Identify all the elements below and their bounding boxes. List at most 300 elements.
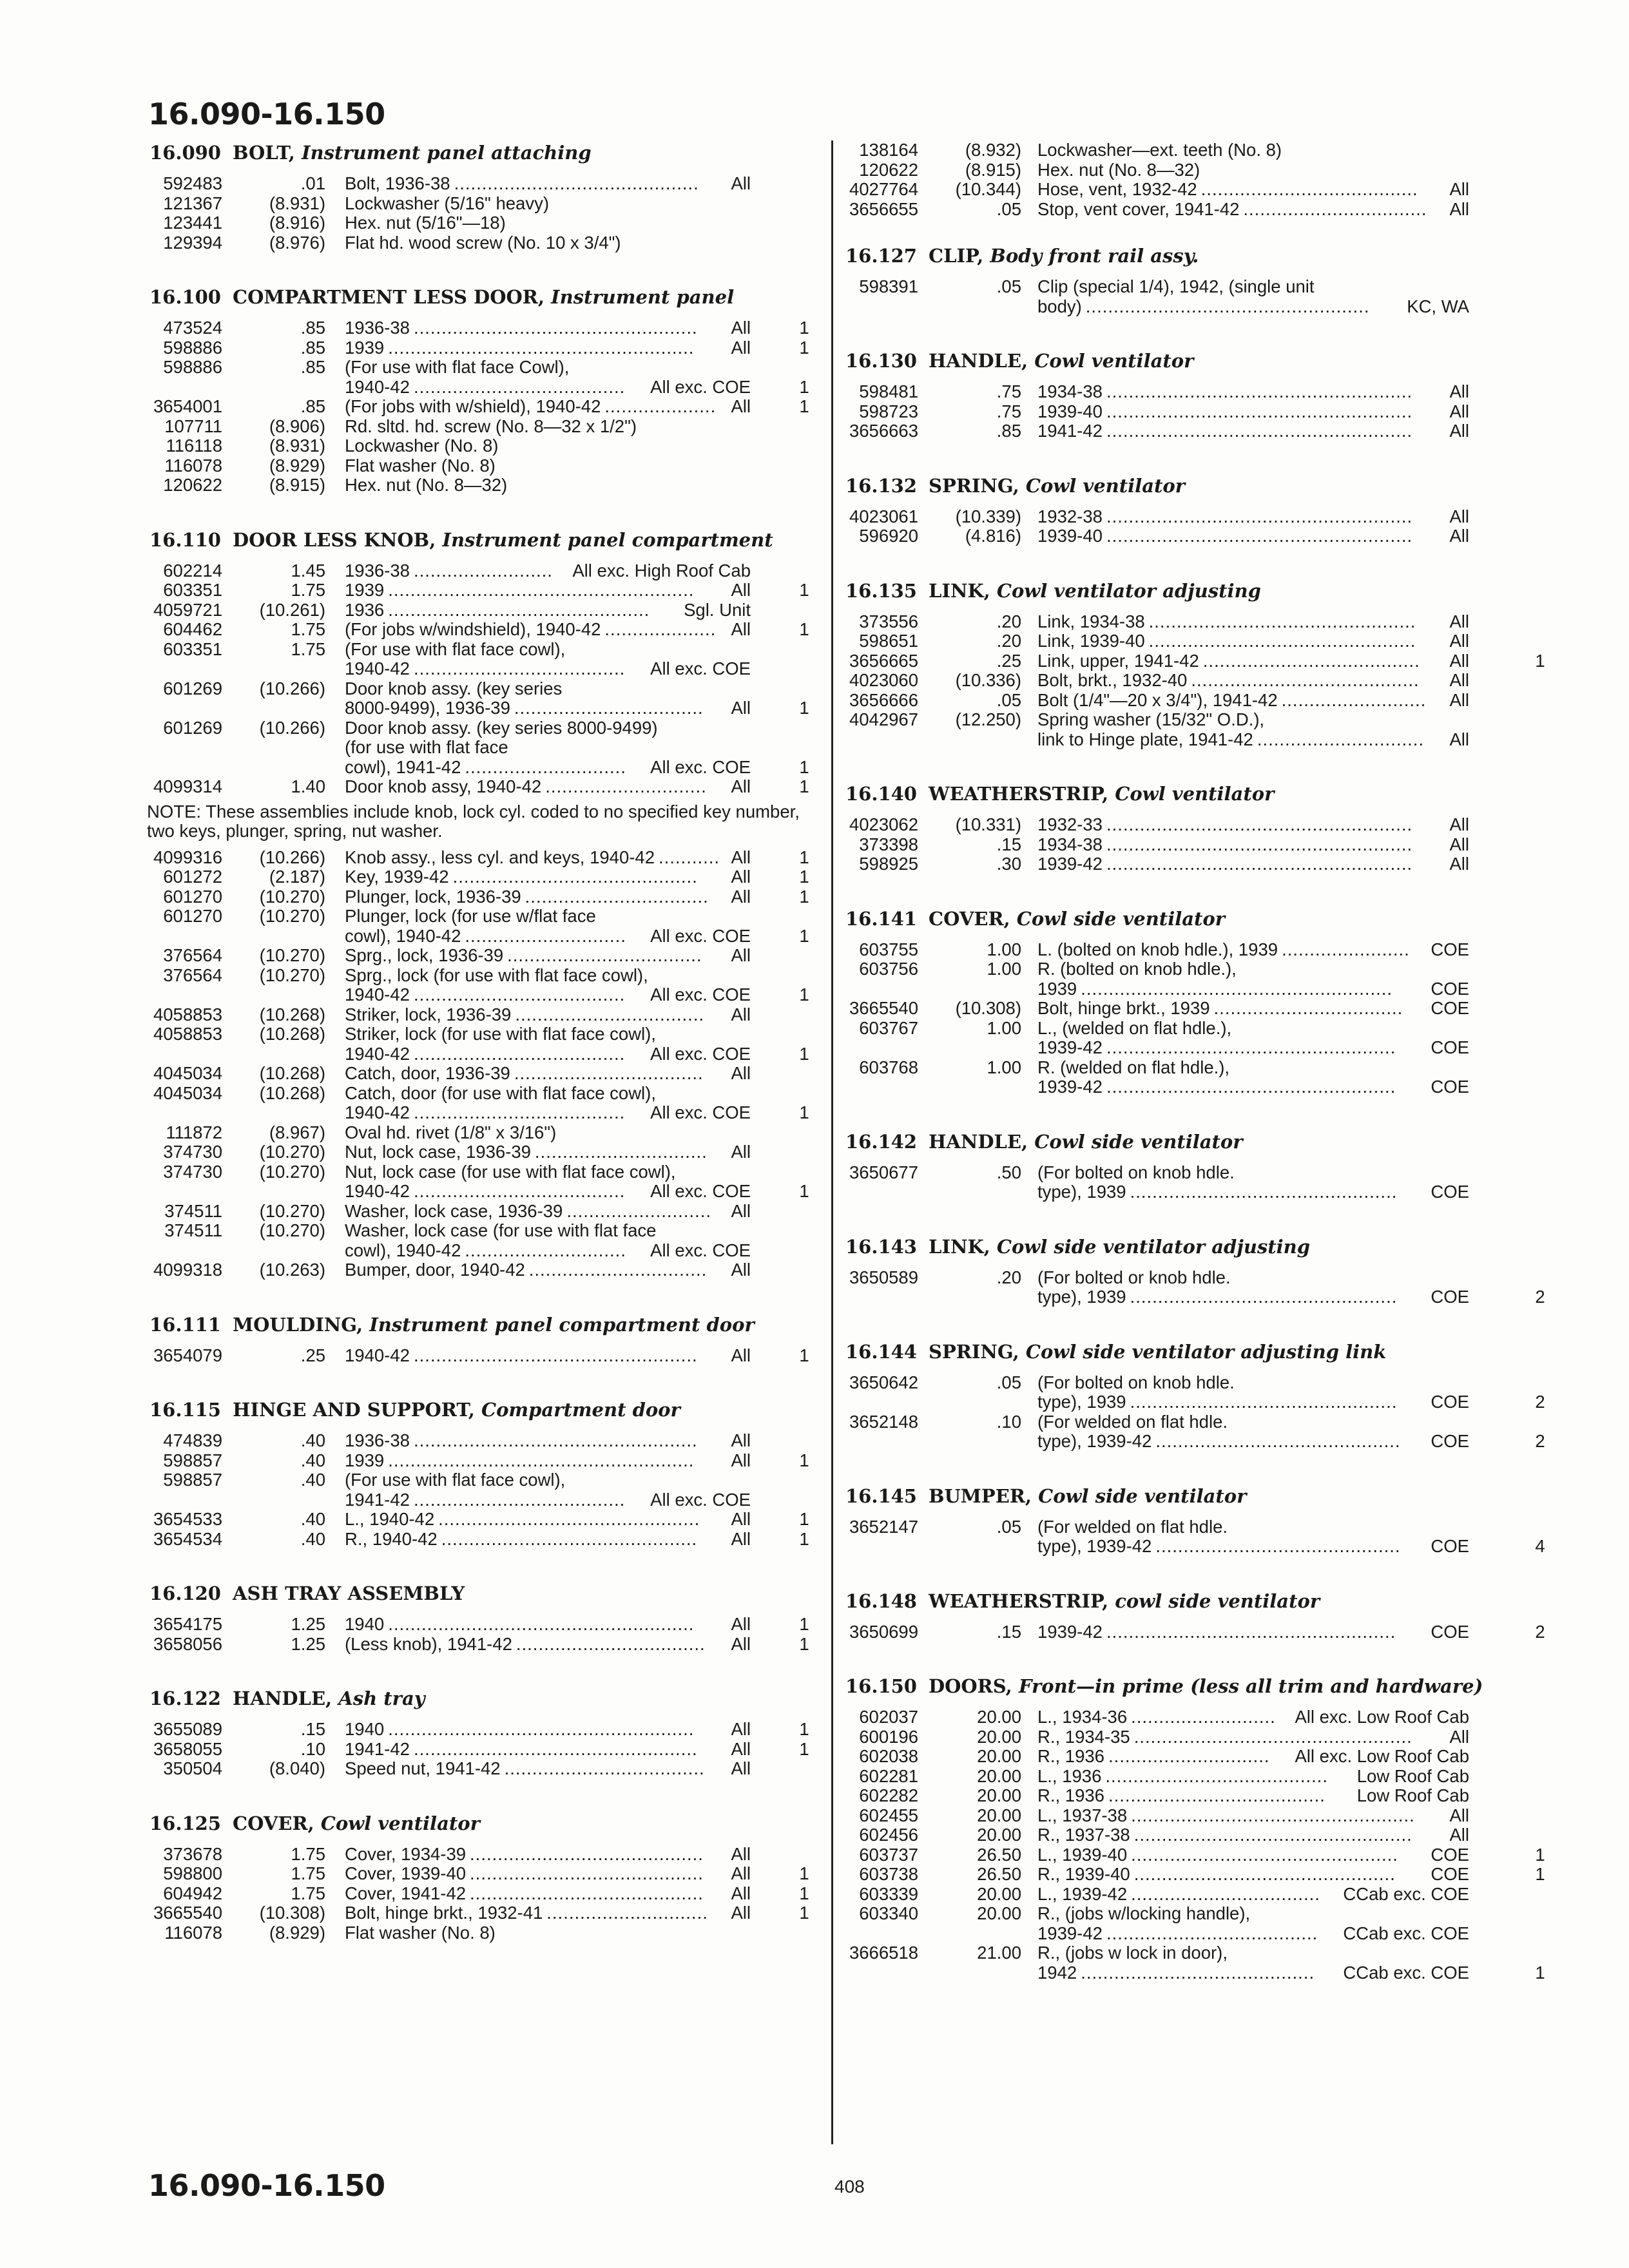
quantity: 2: [1535, 1287, 1545, 1307]
part-number: 3658055: [153, 1738, 222, 1759]
model-application: All exc. COE: [650, 925, 751, 946]
part-row: [148, 1720, 818, 1740]
section-heading: [845, 1590, 1548, 1612]
part-row: [148, 1142, 818, 1162]
model-application: All: [1449, 670, 1469, 690]
leader-dots: ................................................: [1148, 631, 1416, 651]
quantity: 1: [799, 1883, 809, 1903]
part-number: 3656665: [849, 650, 918, 671]
part-row: [148, 1615, 818, 1635]
part-number: 121367: [163, 193, 222, 213]
part-number: 4023061: [849, 506, 918, 526]
part-price: .85: [300, 357, 325, 377]
leader-dots: ............................................: [1155, 1537, 1401, 1556]
leader-dots: ......................................: [413, 1490, 626, 1510]
part-row: [844, 1622, 1547, 1642]
leader-dots: ..........................................: [470, 1844, 704, 1864]
model-application: All: [731, 776, 751, 796]
catalog-section: [148, 1582, 818, 1654]
part-description: L., 1940-42: [345, 1509, 435, 1529]
section-title: HANDLE,: [233, 1687, 333, 1709]
part-description: 1941-42: [1037, 421, 1103, 441]
part-description: L., 1937-38: [1037, 1805, 1128, 1825]
catalog-section: [844, 1485, 1547, 1557]
part-price: .20: [996, 611, 1021, 631]
part-description: (for use with flat face: [345, 737, 508, 757]
leader-dots: .......................................: [1202, 651, 1420, 671]
part-price: .15: [996, 1621, 1021, 1642]
part-description: Link, 1934-38: [1037, 611, 1145, 631]
page-footer: 16.090-16.150: [148, 2168, 385, 2203]
part-number: 373678: [163, 1843, 222, 1864]
part-row: [844, 1019, 1547, 1039]
leader-dots: ................................: [528, 1260, 708, 1280]
part-description: 1939: [1037, 978, 1077, 999]
model-application: COE: [1431, 1077, 1469, 1097]
part-row: [844, 1038, 1547, 1058]
leader-dots: ...................................................: [1085, 296, 1370, 316]
quantity: 1: [799, 1043, 809, 1064]
model-application: All exc. COE: [650, 1489, 751, 1510]
part-number: 3652148: [849, 1411, 918, 1432]
part-number: 376564: [163, 965, 222, 985]
model-application: All exc. High Roof Cab: [572, 560, 751, 581]
section-subtitle: Cowl side ventilator: [1038, 1485, 1247, 1507]
quantity: 1: [799, 619, 809, 639]
model-application: All: [731, 173, 751, 193]
part-price: .10: [996, 1411, 1021, 1432]
part-price: (10.268): [259, 1024, 325, 1044]
part-row: [148, 1470, 818, 1490]
section-number: 16.090: [149, 142, 221, 164]
model-application: All: [1449, 729, 1469, 749]
model-application: All exc. Low Roof Cab: [1295, 1707, 1469, 1727]
quantity: 1: [1535, 1844, 1545, 1865]
part-price: (8.976): [269, 232, 325, 253]
part-row: [148, 718, 818, 738]
part-description: link to Hinge plate, 1941-42: [1037, 729, 1253, 749]
part-price: (10.266): [259, 678, 325, 698]
part-description: Bolt, hinge brkt., 1939: [1037, 998, 1210, 1018]
leader-dots: .......................................................: [388, 1720, 695, 1739]
part-number: 116078: [164, 1922, 222, 1943]
part-description: 1939: [345, 337, 385, 358]
left-column: [148, 142, 818, 1976]
section-subtitle: Instrument panel compartment: [442, 528, 773, 551]
part-description: Lockwasher (No. 8): [345, 436, 499, 456]
part-description: type), 1939: [1037, 1392, 1126, 1412]
part-number: 473524: [163, 318, 222, 338]
part-description: 1940-42: [345, 985, 410, 1004]
part-number: 598886: [163, 357, 222, 377]
part-description: 1936-38: [345, 560, 410, 581]
part-description: type), 1939: [1037, 1182, 1126, 1202]
model-application: CCab exc. COE: [1343, 1923, 1469, 1943]
part-price: 20.00: [977, 1825, 1021, 1845]
part-row: [148, 1064, 818, 1084]
quantity: 2: [1535, 1392, 1545, 1412]
part-row: [148, 1241, 818, 1261]
part-price: (10.270): [259, 1142, 325, 1162]
quantity: 1: [799, 1509, 809, 1529]
part-number: 3650642: [849, 1372, 918, 1392]
section-title: MOULDING,: [233, 1313, 363, 1336]
part-price: (8.040): [269, 1758, 325, 1778]
quantity: 1: [1535, 650, 1545, 671]
section-heading: [845, 475, 1548, 497]
part-description: Plunger, lock, 1936-39: [345, 886, 521, 907]
part-row: [844, 612, 1547, 632]
part-description: R., 1936: [1037, 1746, 1104, 1766]
part-price: (10.261): [259, 599, 325, 620]
part-description: L., 1939-42: [1037, 1883, 1128, 1904]
part-description: Key, 1939-42: [345, 867, 449, 887]
part-number: 598857: [163, 1450, 222, 1470]
catalog-section: [844, 350, 1547, 441]
part-description: Bolt, hinge brkt., 1932-41: [345, 1903, 543, 1923]
part-row: [148, 601, 818, 620]
part-price: (10.268): [259, 1004, 325, 1024]
part-row: [844, 1845, 1547, 1865]
part-row: [148, 318, 818, 338]
part-row: [844, 854, 1547, 874]
model-application: All exc. COE: [650, 756, 751, 777]
part-row: [148, 1923, 818, 1943]
part-description: L., 1939-40: [1037, 1844, 1128, 1865]
model-application: All: [731, 1004, 751, 1024]
part-number: 373398: [859, 834, 918, 854]
part-row: [148, 174, 818, 194]
section-title: LINK,: [929, 1235, 990, 1258]
part-description: R. (bolted on knob hdle.),: [1037, 959, 1237, 979]
part-number: 120622: [163, 475, 222, 495]
quantity: 1: [799, 1738, 809, 1759]
section-number: 16.141: [845, 907, 917, 930]
leader-dots: .................................: [1243, 199, 1427, 219]
model-application: All exc. COE: [650, 1181, 751, 1201]
quantity: 1: [799, 376, 809, 397]
part-number: 592483: [163, 173, 222, 193]
quantity: 1: [799, 1181, 809, 1201]
part-price: .15: [996, 834, 1021, 854]
part-description: 1939-42: [1037, 1037, 1103, 1057]
part-description: Washer, lock case (for use with flat face: [345, 1220, 657, 1240]
quantity: 2: [1535, 1621, 1545, 1642]
quantity: 1: [799, 776, 809, 796]
quantity: 1: [799, 1719, 809, 1739]
part-row: [844, 1268, 1547, 1288]
leader-dots: ..................................: [515, 1004, 705, 1024]
part-description: Hex. nut (No. 8—32): [345, 475, 508, 495]
part-price: 1.25: [291, 1614, 325, 1634]
section-title: HANDLE,: [929, 1130, 1028, 1153]
part-description: Catch, door, 1936-39: [345, 1063, 510, 1083]
part-number: 3665540: [153, 1903, 222, 1923]
part-number: 600196: [859, 1726, 918, 1747]
quantity: 1: [799, 698, 809, 718]
part-row: [844, 1727, 1547, 1747]
part-description: 1939-40: [1037, 401, 1103, 421]
leader-dots: ......................................: [413, 985, 626, 1004]
leader-dots: .............................: [465, 1240, 626, 1260]
part-description: (For bolted or knob hdle.: [1037, 1267, 1231, 1287]
part-description: (For use with flat face Cowl),: [345, 357, 570, 377]
part-description: cowl), 1941-42: [345, 756, 461, 777]
part-number: 4099314: [153, 776, 222, 796]
part-description: type), 1939-42: [1037, 1431, 1152, 1451]
part-price: (8.915): [269, 475, 325, 495]
part-number: 602214: [163, 560, 222, 581]
part-description: Bolt, brkt., 1932-40: [1037, 670, 1188, 690]
section-subtitle: Instrument panel compartment door: [369, 1313, 755, 1336]
part-description: 1940: [345, 1719, 385, 1739]
section-subtitle: Cowl ventilator adjusting: [996, 579, 1261, 602]
part-price: (8.967): [269, 1122, 325, 1142]
part-description: (For welded on flat hdle.: [1037, 1516, 1228, 1537]
part-number: 601270: [163, 886, 222, 907]
part-price: (10.336): [955, 670, 1021, 690]
section-heading: [845, 1341, 1548, 1363]
part-number: 4042967: [849, 709, 918, 729]
catalog-section: [148, 286, 818, 495]
part-price: (10.270): [259, 965, 325, 985]
part-description: L., 1936: [1037, 1765, 1102, 1786]
part-row: [148, 1123, 818, 1143]
part-description: (For welded on flat hdle.: [1037, 1411, 1228, 1432]
leader-dots: ..........................................: [1081, 1963, 1315, 1983]
leader-dots: ..........................................: [470, 1883, 704, 1903]
part-number: 602455: [859, 1805, 918, 1825]
part-price: 1.75: [291, 1863, 325, 1883]
leader-dots: ...............................................: [388, 600, 650, 620]
part-number: 4027764: [849, 179, 918, 199]
catalog-section: [148, 529, 818, 1280]
leader-dots: ..........................................: [470, 1864, 704, 1883]
part-number: 3650589: [849, 1267, 918, 1287]
part-description: Stop, vent cover, 1941-42: [1037, 198, 1240, 219]
section-number: 16.127: [845, 245, 917, 267]
model-application: All: [731, 1528, 751, 1549]
section-subtitle: cowl side ventilator: [1115, 1590, 1320, 1612]
part-number: 598723: [859, 401, 918, 421]
part-row: [844, 1825, 1547, 1845]
section-title: ASH TRAY ASSEMBLY: [233, 1582, 465, 1604]
part-row: [148, 1202, 818, 1222]
part-row: [148, 338, 818, 358]
part-row: [148, 659, 818, 679]
part-description: 1939: [345, 1450, 385, 1470]
part-number: 107711: [164, 416, 222, 436]
part-price: (10.270): [259, 1220, 325, 1240]
model-application: All: [731, 1260, 751, 1280]
part-description: Door knob assy, 1940-42: [345, 776, 542, 796]
part-price: .40: [300, 1450, 325, 1470]
leader-dots: .........................: [413, 561, 553, 581]
part-price: (8.929): [269, 1922, 325, 1943]
part-number: 601272: [163, 867, 222, 887]
part-number: 598925: [859, 854, 918, 874]
section-title: COMPARTMENT LESS DOOR,: [233, 286, 545, 308]
part-number: 603755: [859, 939, 918, 959]
section-number: 16.120: [149, 1582, 221, 1604]
part-row: [148, 1260, 818, 1280]
model-application: All exc. COE: [650, 985, 751, 1004]
part-row: [844, 1373, 1547, 1393]
quantity: 1: [799, 1450, 809, 1470]
part-price: (10.263): [259, 1260, 325, 1280]
model-application: All: [1449, 421, 1469, 441]
part-price: 20.00: [977, 1726, 1021, 1747]
model-application: COE: [1431, 1392, 1469, 1412]
part-description: 1939-40: [1037, 526, 1103, 546]
leader-dots: ..................................: [516, 1634, 706, 1654]
part-row: [844, 999, 1547, 1019]
model-application: All: [1449, 650, 1469, 671]
model-application: COE: [1431, 1844, 1469, 1865]
part-description: R., (jobs w lock in door),: [1037, 1943, 1228, 1963]
leader-dots: .......................................................: [1106, 506, 1413, 526]
model-application: Low Roof Cab: [1356, 1765, 1469, 1786]
part-row: [148, 358, 818, 378]
part-number: 111872: [166, 1122, 222, 1142]
leader-dots: ......................................: [413, 377, 626, 397]
model-application: All: [1449, 689, 1469, 710]
section-heading: [845, 245, 1548, 267]
model-application: All: [731, 867, 751, 887]
part-price: (8.932): [965, 140, 1021, 160]
part-number: 603737: [859, 1844, 918, 1865]
part-number: 4059721: [153, 599, 222, 620]
part-description: R., 1940-42: [345, 1528, 438, 1549]
part-number: 3656655: [849, 198, 918, 219]
part-price: (10.270): [259, 906, 325, 926]
leader-dots: .............................: [545, 777, 707, 796]
part-description: Cover, 1941-42: [345, 1883, 467, 1903]
model-application: All: [731, 698, 751, 718]
part-price: (10.270): [259, 886, 325, 907]
leader-dots: ......................................: [413, 1044, 626, 1064]
model-application: All exc. COE: [650, 1102, 751, 1122]
part-price: .10: [300, 1738, 325, 1759]
part-number: 603351: [163, 580, 222, 600]
part-description: L., 1934-36: [1037, 1707, 1128, 1727]
part-row: [844, 382, 1547, 402]
part-row: [844, 1707, 1547, 1727]
part-description: 1941-42: [345, 1738, 410, 1759]
model-application: KC, WA: [1407, 296, 1469, 316]
part-row: [148, 1005, 818, 1025]
part-price: (4.816): [965, 526, 1021, 546]
leader-dots: ................................................: [1130, 1182, 1398, 1202]
section-number: 16.135: [845, 579, 917, 602]
section-subtitle: Instrument panel attaching: [301, 142, 592, 164]
part-price: 1.75: [291, 639, 325, 659]
part-price: .75: [996, 381, 1021, 401]
model-application: All exc. COE: [650, 376, 751, 397]
model-application: All: [731, 1509, 751, 1529]
section-title: DOOR LESS KNOB,: [233, 528, 436, 551]
leader-dots: ..................................: [1213, 999, 1403, 1018]
part-description: 1940-42: [345, 1345, 410, 1365]
model-application: All exc. Low Roof Cab: [1295, 1746, 1469, 1766]
part-row: [148, 946, 818, 966]
catalog-section: [844, 1675, 1547, 1983]
part-row: [844, 1924, 1547, 1944]
part-description: (For bolted on knob hdle.: [1037, 1372, 1235, 1392]
section-subtitle: Cowl side ventilator adjusting: [996, 1235, 1311, 1258]
quantity: 1: [799, 886, 809, 907]
section-title: HINGE AND SUPPORT,: [233, 1399, 475, 1421]
leader-dots: ..........................: [566, 1201, 711, 1221]
part-row: [148, 1490, 818, 1510]
part-number: 4045034: [153, 1082, 222, 1103]
part-description: Spring washer (15/32" O.D.),: [1037, 709, 1265, 729]
part-row: [844, 1287, 1547, 1307]
model-application: All: [1449, 611, 1469, 631]
leader-dots: .......................................................: [388, 1450, 695, 1470]
model-application: CCab exc. COE: [1343, 1962, 1469, 1983]
part-row: [844, 507, 1547, 527]
part-number: 603738: [859, 1864, 918, 1884]
part-number: 350504: [163, 1758, 222, 1778]
part-number: 376564: [163, 945, 222, 965]
section-title: BOLT,: [233, 142, 295, 164]
section-subtitle: Body front rail assy.: [990, 245, 1199, 267]
model-application: Sgl. Unit: [684, 599, 751, 620]
quantity: 1: [799, 1903, 809, 1923]
part-description: 1932-38: [1037, 506, 1103, 526]
leader-dots: ..........................: [1281, 690, 1427, 710]
part-description: 1936-38: [345, 1430, 410, 1450]
part-number: 129394: [163, 232, 222, 253]
part-price: 1.75: [291, 619, 325, 639]
part-row: [148, 1635, 818, 1655]
part-number: 598857: [163, 1470, 222, 1490]
leader-dots: ...................................................: [413, 1345, 698, 1365]
part-description: Cover, 1934-39: [345, 1843, 467, 1864]
model-application: All: [1449, 401, 1469, 421]
part-price: .05: [996, 276, 1021, 296]
part-description: Sprg., lock, 1936-39: [345, 945, 504, 965]
part-row: [844, 1885, 1547, 1905]
part-description: Bumper, door, 1940-42: [345, 1260, 525, 1280]
leader-dots: ...............................: [534, 1142, 708, 1162]
catalog-section: [844, 245, 1547, 316]
quantity: 1: [799, 985, 809, 1004]
part-description: 1936: [345, 599, 385, 620]
part-description: R., 1937-38: [1037, 1825, 1130, 1845]
leader-dots: .......................................................: [1106, 382, 1413, 401]
part-description: Door knob assy. (key series: [345, 678, 563, 698]
section-title: WEATHERSTRIP,: [929, 1590, 1109, 1612]
leader-dots: ...................................................: [413, 1739, 698, 1759]
part-number: 3654175: [153, 1614, 222, 1634]
part-price: .85: [996, 421, 1021, 441]
part-price: 21.00: [977, 1943, 1021, 1963]
part-description: Bolt (1/4"—20 x 3/4"), 1941-42: [1037, 689, 1278, 710]
part-row: [148, 1510, 818, 1530]
part-row: [148, 233, 818, 253]
section-heading: [149, 1314, 820, 1336]
section-subtitle: Cowl ventilator: [320, 1812, 480, 1834]
part-row: [844, 710, 1547, 730]
part-row: [148, 887, 818, 907]
leader-dots: .......................................................: [1106, 854, 1413, 874]
catalog-section: [148, 1687, 818, 1779]
part-number: 603340: [859, 1903, 918, 1923]
part-price: .05: [996, 198, 1021, 219]
catalog-section: [844, 1131, 1547, 1202]
